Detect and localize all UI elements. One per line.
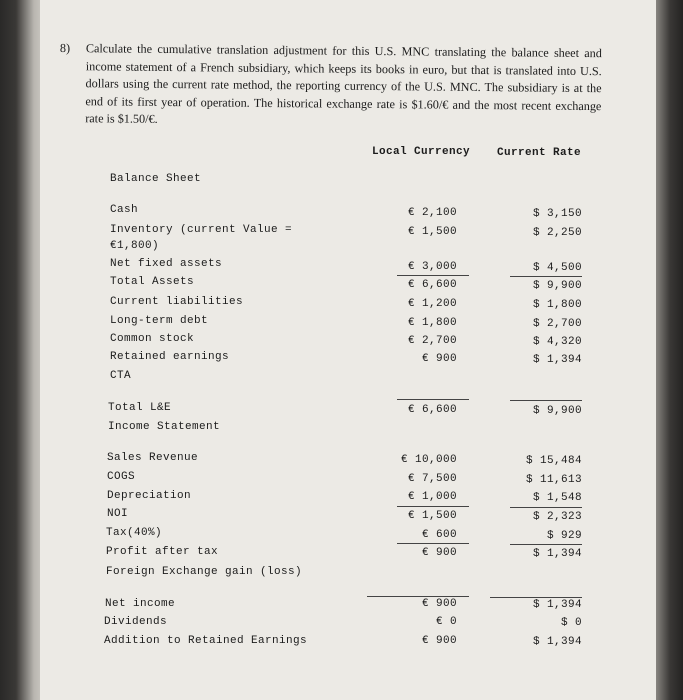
row-label-net-fixed-assets: Net fixed assets [110,258,223,270]
value-current-cogs: $ 11,613 [525,474,582,486]
row-label-depreciation: Depreciation [107,490,192,502]
income-statement-heading: Income Statement [108,421,221,433]
value-local-profit-after-tax: € 900 [421,547,457,559]
value-local-depreciation: € 1,000 [407,491,457,503]
row-label-dividends: Dividends [104,616,168,628]
row-label-inventory-cont: €1,800) [110,240,160,252]
value-current-current-liabilities: $ 1,800 [532,299,582,311]
value-local-cogs: € 7,500 [407,473,457,485]
row-label-inventory: Inventory (current Value = [110,224,293,236]
value-current-total-assets: $ 9,900 [532,280,582,292]
row-label-net-income: Net income [105,598,176,610]
value-current-total-le: $ 9,900 [532,405,582,417]
underline-current-1 [510,276,582,277]
row-label-cogs: COGS [107,471,136,483]
value-current-long-term-debt: $ 2,700 [532,318,582,330]
value-current-noi: $ 2,323 [532,511,582,523]
value-local-net-income: € 900 [421,598,457,610]
underline-local-2 [397,399,469,400]
value-local-net-fixed-assets: € 3,000 [407,261,457,273]
value-current-common-stock: $ 4,320 [532,336,582,348]
underline-local-3 [397,506,469,507]
column-header-local: Local Currency [372,146,471,158]
row-label-total-le: Total L&E [108,402,172,414]
value-current-dividends: $ 0 [560,617,582,629]
value-local-inventory: € 1,500 [407,226,457,238]
row-label-noi: NOI [107,508,129,520]
row-label-fx-gain-loss: Foreign Exchange gain (loss) [106,566,303,578]
underline-current-5 [490,597,582,598]
value-current-tax: $ 929 [546,530,582,542]
underline-local-1 [397,275,469,276]
row-label-common-stock: Common stock [110,333,195,345]
value-current-depreciation: $ 1,548 [532,492,582,504]
problem-text: Calculate the cumulative translation adjustment for this U.S. MNC translating the balance sheet and income statement of a French subsidiary, which keeps its books in euro, but that is translated into U.S. dollars using the current rate method, the reporting currency of the U.S. MNC. The subsidiary is at the end of its first year of operation. The historical exchange rate is $1.60/€ and the most recent exchange rate is $1.50/€. [85,41,602,127]
row-label-retained-earnings: Retained earnings [110,351,230,363]
value-current-inventory: $ 2,250 [532,227,582,239]
value-local-addition-retained-earnings: € 900 [421,635,457,647]
row-label-cash: Cash [110,204,139,216]
underline-current-2 [510,400,582,401]
row-label-profit-after-tax: Profit after tax [106,546,219,558]
value-current-profit-after-tax: $ 1,394 [532,548,582,560]
value-current-addition-retained-earnings: $ 1,394 [532,636,582,648]
underline-current-4 [510,544,582,545]
underline-current-3 [510,507,582,508]
value-local-dividends: € 0 [435,616,457,628]
value-local-total-le: € 6,600 [407,404,457,416]
value-local-total-assets: € 6,600 [407,279,457,291]
value-local-tax: € 600 [421,529,457,541]
row-label-cta: CTA [110,370,132,382]
value-local-cash: € 2,100 [407,207,457,219]
row-label-addition-retained-earnings: Addition to Retained Earnings [104,635,308,647]
row-label-current-liabilities: Current liabilities [110,296,244,308]
value-current-cash: $ 3,150 [532,208,582,220]
value-current-net-fixed-assets: $ 4,500 [532,262,582,274]
value-local-sales-revenue: € 10,000 [400,454,457,466]
value-current-net-income: $ 1,394 [532,599,582,611]
value-local-retained-earnings: € 900 [421,353,457,365]
value-current-sales-revenue: $ 15,484 [525,455,582,467]
balance-sheet-heading: Balance Sheet [110,173,202,185]
column-header-current: Current Rate [497,147,582,159]
value-local-common-stock: € 2,700 [407,335,457,347]
value-local-current-liabilities: € 1,200 [407,298,457,310]
row-label-long-term-debt: Long-term debt [110,315,209,327]
problem-number: 8) [59,40,71,56]
value-local-long-term-debt: € 1,800 [407,317,457,329]
value-local-noi: € 1,500 [407,510,457,522]
row-label-tax: Tax(40%) [106,527,163,539]
row-label-total-assets: Total Assets [110,276,195,288]
underline-local-4 [397,543,469,544]
value-current-retained-earnings: $ 1,394 [532,354,582,366]
underline-local-5 [367,596,469,597]
row-label-sales-revenue: Sales Revenue [107,452,199,464]
